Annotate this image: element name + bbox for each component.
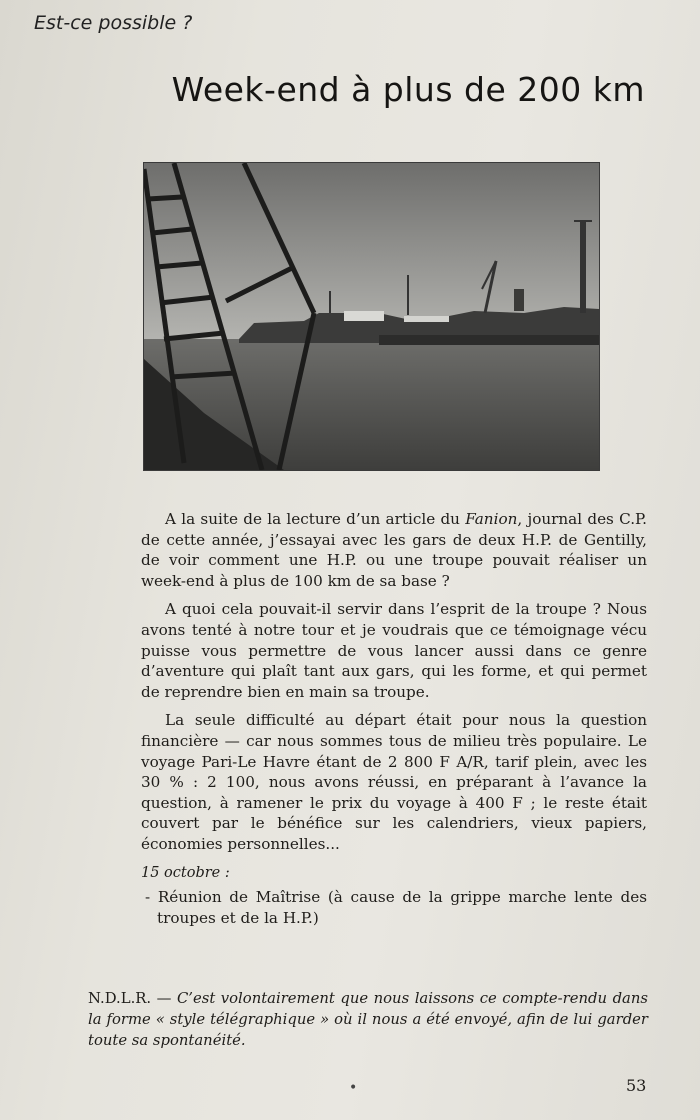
list-item: - Réunion de Maîtrise (à cause de la grippe marche lente des troupes et de la H.P.) bbox=[145, 888, 647, 927]
note-text: C’est volontairement que nous laissons ce compte-rendu dans la forme « style télégraphique » où il nous a été envoyé, afin de lui garder toute sa spontanéité. bbox=[88, 990, 648, 1049]
paragraph: La seule difficulté au départ était pour nous la question financière — car nous sommes tous de milieu très populaire. Le voyage Pari-Le Havre étant de 2 800 F A/R, tarif plein, avec les 30 % : 2 100, nous avons réussi, en préparant à l’avance la question, à ramener le prix du voyage à 400 F ; le reste était couvert par le bénéfice sur les calendriers, vieux papiers, économies personnelles... bbox=[141, 711, 647, 853]
page-number: 53 bbox=[626, 1076, 647, 1095]
paragraph: A quoi cela pouvait-il servir dans l’esprit de la troupe ? Nous avons tenté à notre tour et je voudrais que ce témoignage vécu puisse vous permettre de vous lancer aussi dans ce genre d’aventure qui plaît tant aux gars, qui les forme, et qui permet de reprendre bien en main sa troupe. bbox=[141, 600, 647, 701]
page-mark: • bbox=[349, 1080, 358, 1096]
note-label: N.D.L.R. — bbox=[88, 990, 177, 1007]
journal-name: Fanion bbox=[465, 510, 518, 528]
editor-note bbox=[88, 988, 648, 1051]
paragraph: A la suite de la lecture d’un article du Fanion, journal des C.P. de cette année, j’essayai avec les gars de deux H.P. de Gentilly, de voir comment une H.P. ou une troupe pouvait réaliser un week-end à plus de 100 km de sa base ? bbox=[141, 510, 647, 590]
date-heading: 15 octobre : bbox=[141, 864, 230, 881]
article-title: Week-end à plus de 200 km bbox=[171, 70, 645, 109]
article-body bbox=[141, 509, 647, 928]
section-heading: Est-ce possible ? bbox=[34, 12, 193, 34]
harbor-photo bbox=[143, 162, 600, 471]
